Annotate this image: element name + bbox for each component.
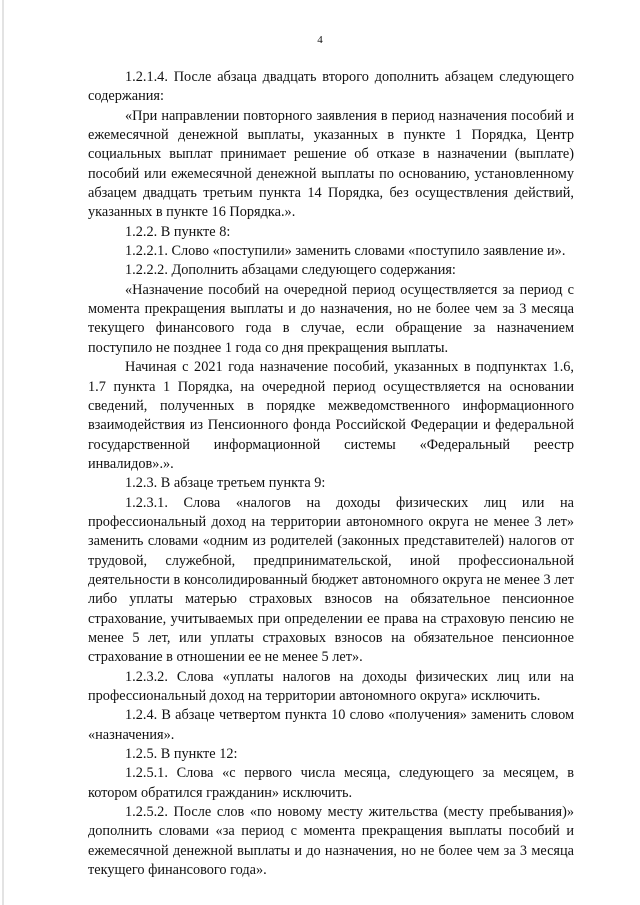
- paragraph-quote-refusal: «При направлении повторного заявления в период назначения пособий и ежемесячной денежной выплаты, указанных в пункте 1 Порядка, Центр социальных выплат принимает решение об отказе в назначении (выплате) пособий или ежемесячной денежной выплаты по основанию, установленному абзацем двадцать третьим пункта 14 Порядка, без осуществления действий, указанных в пункте 16 Порядка.».: [88, 107, 574, 221]
- paragraph-1-2-5-2: 1.2.5.2. После слов «по новому месту жительства (месту пребывания)» дополнить словами «за период с момента прекращения выплаты пособий и ежемесячной денежной выплаты и до назначения, но не более чем за 3 месяца текущего финансового года».: [88, 804, 574, 879]
- paragraph-1-2-3-1: 1.2.3.1. Слова «налогов на доходы физических лиц или на профессиональный доход на территории автономного округа не менее 3 лет» заменить словами «одним из родителей (законных представителей) налогов от трудовой, служебной, предпринимательской, иной профессиональной деятельности в консолидированный бюджет автономного округа не менее 3 лет либо уплаты матерью страховых взносов на обязательное пенсионное страхование, учитываемых при определении ее права на страховую пенсию не менее 5 лет, или уплаты страховых взносов на обязательное пенсионное страхование в отношении ее не менее 5 лет».: [88, 494, 574, 666]
- document-body: [88, 68, 574, 880]
- paragraph-1-2-1-4: 1.2.1.4. После абзаца двадцать второго дополнить абзацем следующего содержания:: [88, 69, 574, 105]
- paragraph-1-2-5-1: 1.2.5.1. Слова «с первого числа месяца, следующего за месяцем, в котором обратился гражданин» исключить.: [88, 765, 574, 801]
- page-number: 4: [317, 34, 323, 46]
- paragraph-1-2-2-2: 1.2.2.2. Дополнить абзацами следующего содержания:: [125, 262, 456, 279]
- scan-edge: [2, 0, 4, 905]
- paragraph-1-2-2-1: 1.2.2.1. Слово «поступили» заменить словами «поступило заявление и».: [125, 243, 566, 260]
- paragraph-1-2-3: 1.2.3. В абзаце третьем пункта 9:: [125, 475, 326, 492]
- paragraph-since-2021: Начиная с 2021 года назначение пособий, указанных в подпунктах 1.6, 1.7 пункта 1 Порядка, на очередной период осуществляется на основании сведений, полученных в порядке межведомственного информационного взаимодействия из Пенсионного фонда Российской Федерации и федеральной государственной информационной системы «Федеральный реестр инвалидов».».: [88, 359, 574, 472]
- paragraph-1-2-3-2: 1.2.3.2. Слова «уплаты налогов на доходы физических лиц или на профессиональный доход на территории автономного округа» исключить.: [88, 668, 574, 704]
- paragraph-1-2-2: 1.2.2. В пункте 8:: [125, 223, 231, 240]
- paragraph-1-2-5: 1.2.5. В пункте 12:: [125, 746, 238, 763]
- paragraph-quote-next-period: «Назначение пособий на очередной период осуществляется за период с момента прекращения выплаты и до назначения, но не более чем за 3 месяца текущего финансового года в случае, если обращение за назначением поступило не позднее 1 года со дня прекращения выплаты.: [88, 281, 574, 356]
- paragraph-1-2-4: 1.2.4. В абзаце четвертом пункта 10 слово «получения» заменить словом «назначения».: [88, 707, 574, 743]
